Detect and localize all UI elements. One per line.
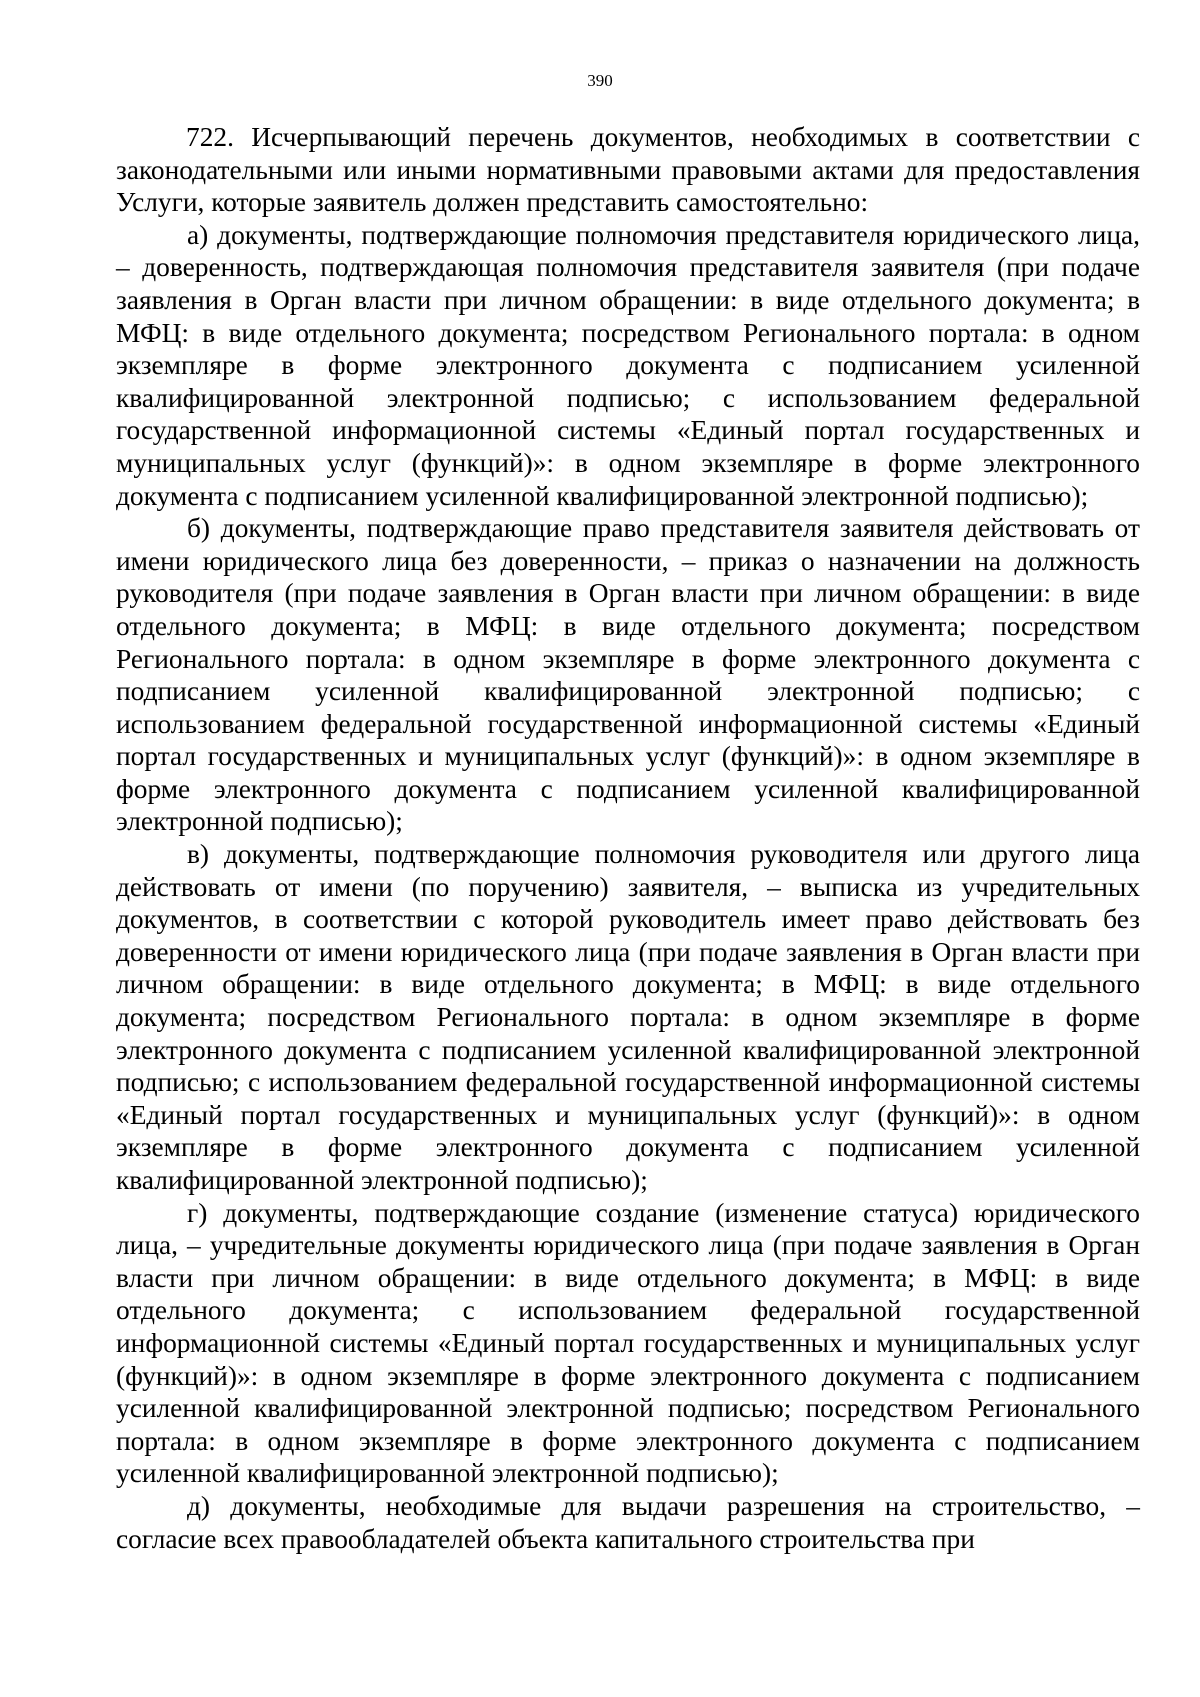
paragraph-item-a: а) документы, подтверждающие полномочия представителя юридического лица, – доверенность, подтверждающая полномочия представителя заявителя (при подаче заявления в Орган власти при личном обращении: в виде отдельного документа; в МФЦ: в виде отдельного документа; посредством Регионального портала: в одном экземпляре в форме электронного документа с подписанием усиленной квалифицированной электронной подписью; с использованием федеральной государственной информационной системы «Единый портал государственных и муниципальных услуг (функций)»: в одном экземпляре в форме электронного документа с подписанием усиленной квалифицированной электронной подписью); [116, 219, 1140, 511]
paragraph-item-g: г) документы, подтверждающие создание (изменение статуса) юридического лица, – учредительные документы юридического лица (при подаче заявления в Орган власти при личном обращении: в виде отдельного документа; в МФЦ: в виде отдельного документа; с использованием федеральной государственной информационной системы «Единый портал государственных и муниципальных услуг (функций)»: в одном экземпляре в форме электронного документа с подписанием усиленной квалифицированной электронной подписью; посредством Регионального портала: в одном экземпляре в форме электронного документа с подписанием усиленной квалифицированной электронной подписью); [116, 1197, 1140, 1489]
paragraph-722: 722. Исчерпывающий перечень документов, необходимых в соответствии с законодательными или иными нормативными правовыми актами для предоставления Услуги, которые заявитель должен представить самостоятельно: [116, 122, 1140, 218]
document-body [116, 121, 1140, 1555]
paragraph-item-b: б) документы, подтверждающие право представителя заявителя действовать от имени юридического лица без доверенности, – приказ о назначении на должность руководителя (при подаче заявления в Орган власти при личном обращении: в виде отдельного документа; в МФЦ: в виде отдельного документа; посредством Регионального портала: в одном экземпляре в форме электронного документа с подписанием усиленной квалифицированной электронной подписью; с использованием федеральной государственной информационной системы «Единый портал государственных и муниципальных услуг (функций)»: в одном экземпляре в форме электронного документа с подписанием усиленной квалифицированной электронной подписью); [116, 513, 1140, 837]
page-number: 390 [587, 71, 613, 90]
paragraph-item-d: д) документы, необходимые для выдачи разрешения на строительство, – согласие всех правообладателей объекта капитального строительства при [116, 1490, 1140, 1554]
paragraph-item-v: в) документы, подтверждающие полномочия руководителя или другого лица действовать от имени (по поручению) заявителя, – выписка из учредительных документов, в соответствии с которой руководитель имеет право действовать без доверенности от имени юридического лица (при подаче заявления в Орган власти при личном обращении: в виде отдельного документа; в МФЦ: в виде отдельного документа; посредством Регионального портала: в одном экземпляре в форме электронного документа с подписанием усиленной квалифицированной электронной подписью; с использованием федеральной государственной информационной системы «Единый портал государственных и муниципальных услуг (функций)»: в одном экземпляре в форме электронного документа с подписанием усиленной квалифицированной электронной подписью); [116, 839, 1140, 1195]
